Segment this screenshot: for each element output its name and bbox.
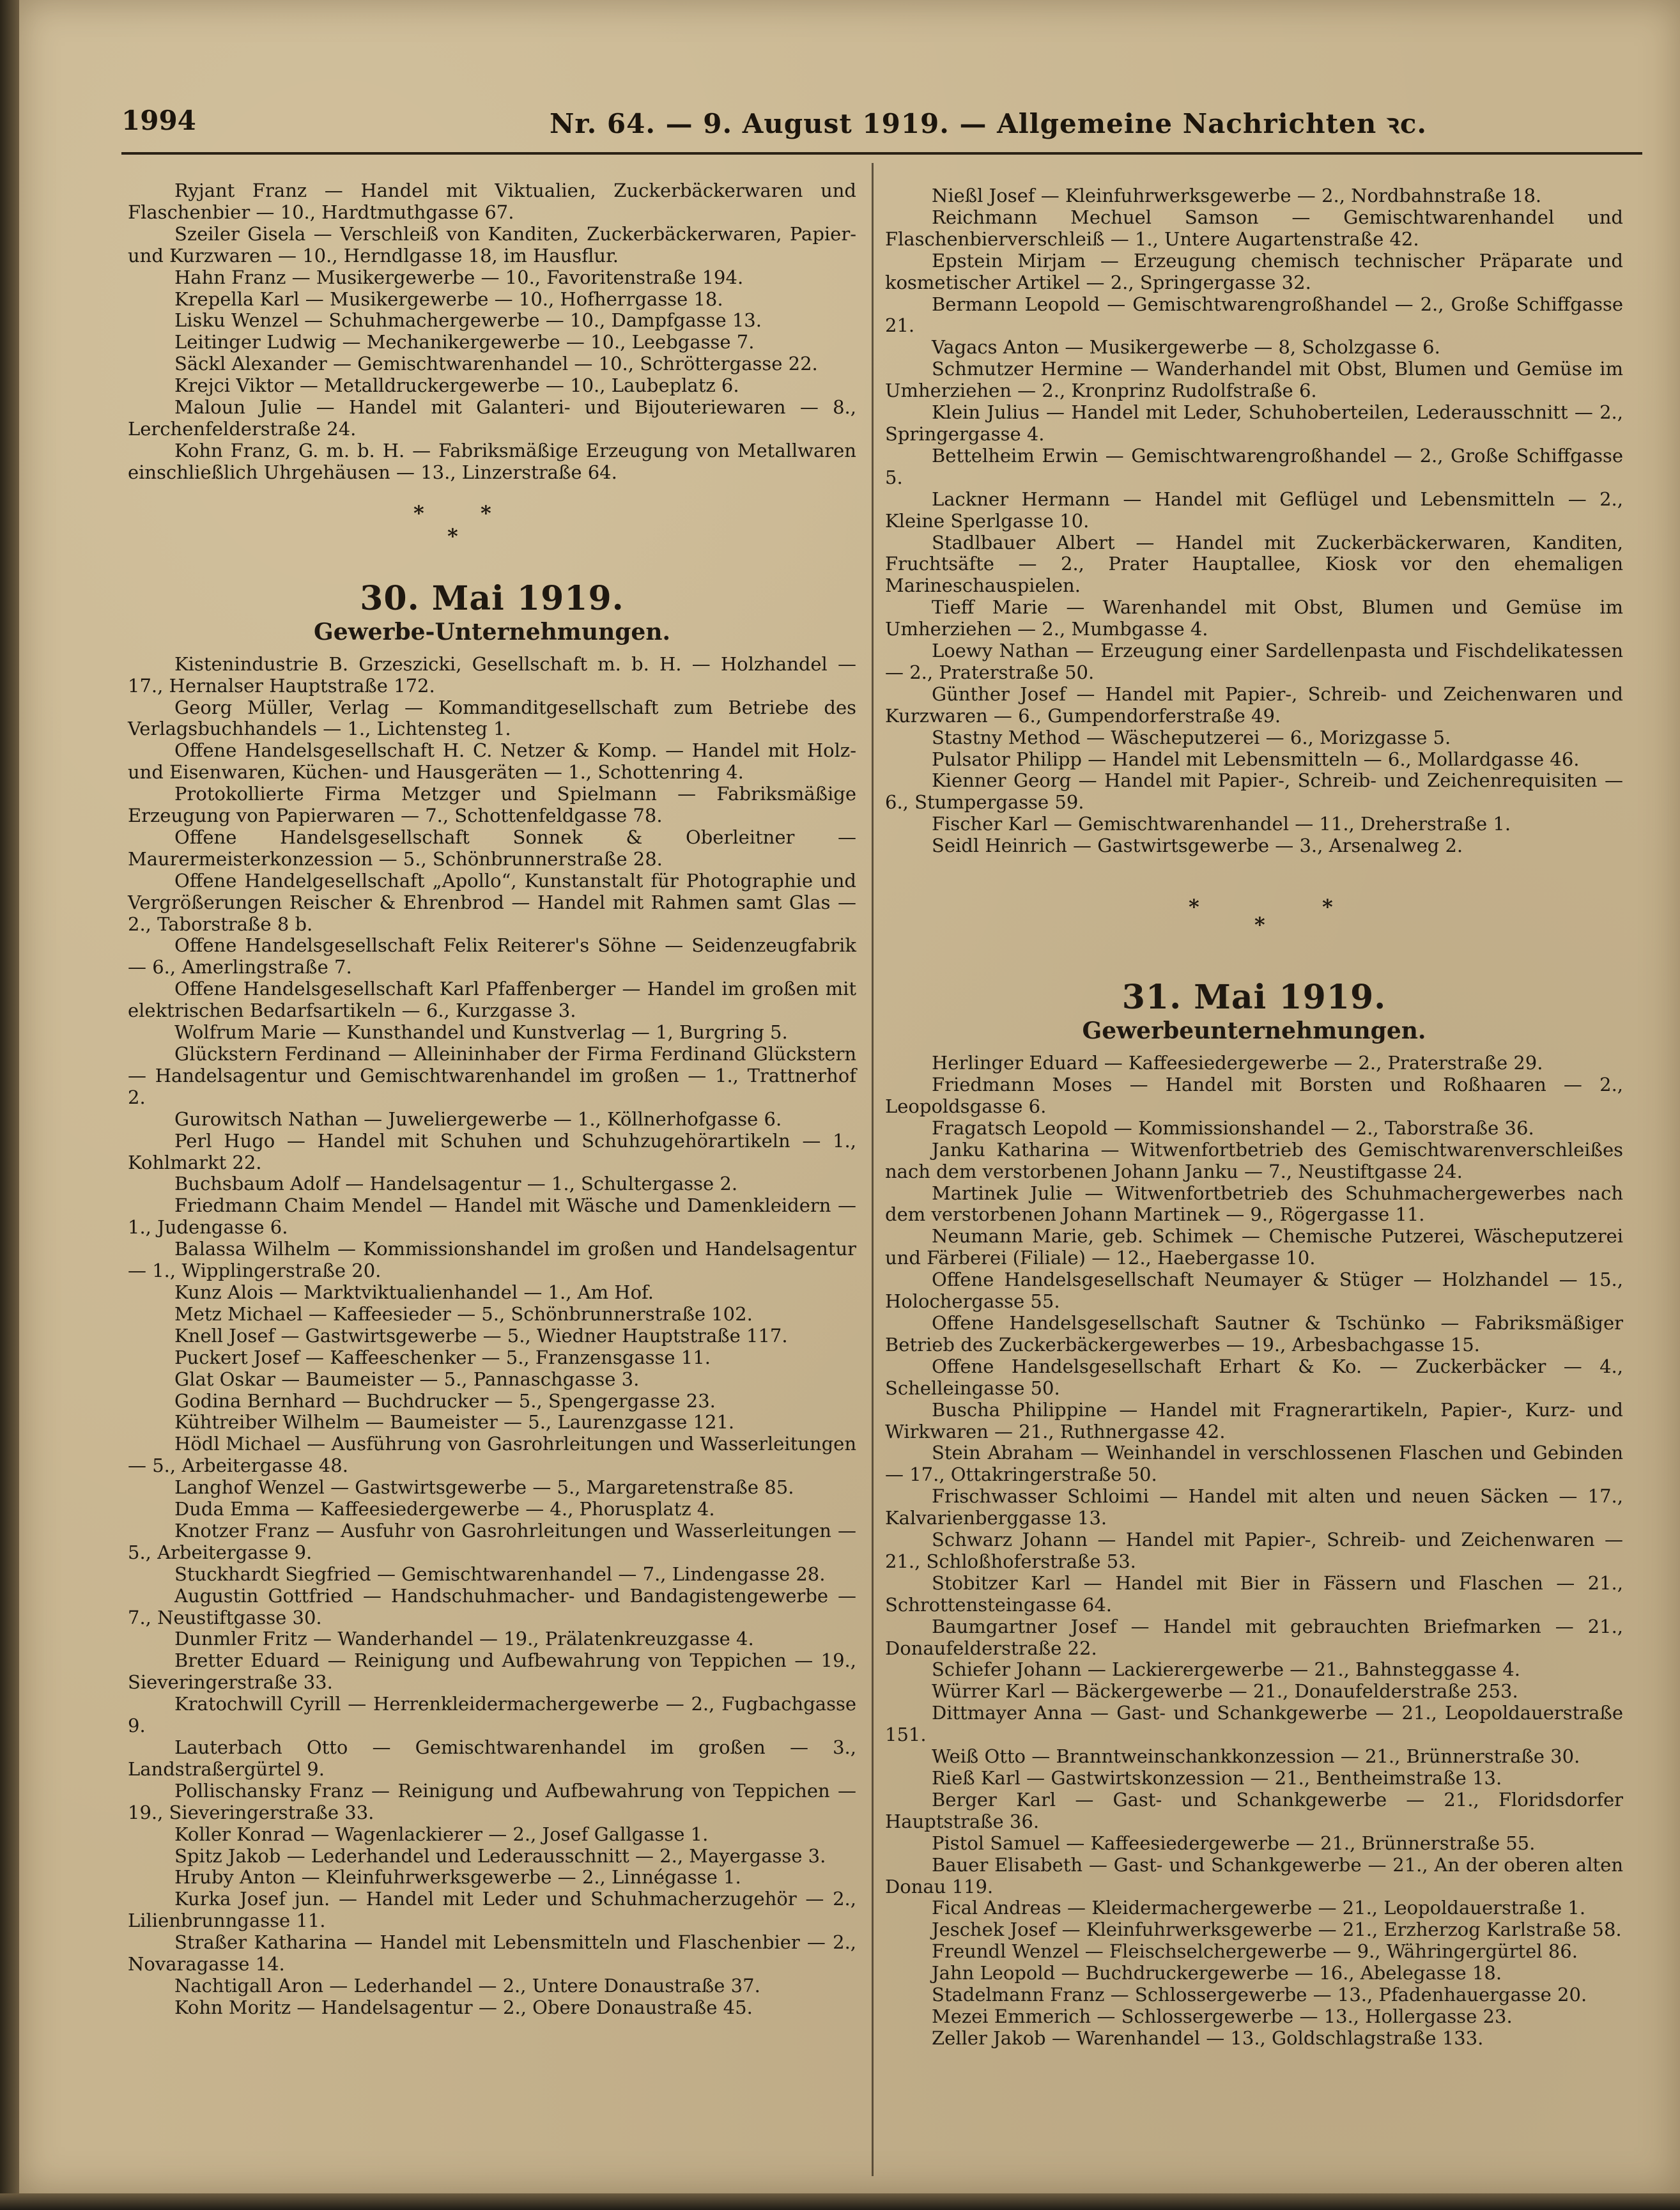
registry-entry: Herlinger Eduard — Kaffeesiedergewerbe — 2., Praterstraße 29. xyxy=(932,1052,1543,1074)
section-date-heading: 30. Mai 1919. xyxy=(360,578,624,618)
registry-entry: Glückstern Ferdinand — Alleininhaber der Firma Ferdinand Glückstern — Handelsagentur und Gemischtwarenhandel im großen — 1., Trattnerhof 2. xyxy=(128,1043,856,1108)
registry-entry: Würrer Karl — Bäckergewerbe — 21., Donaufelderstraße 253. xyxy=(932,1680,1518,1703)
registry-entry: Krepella Karl — Musikergewerbe — 10., Hofherrgasse 18. xyxy=(174,288,723,310)
registry-entry: Straßer Katharina — Handel mit Lebensmitteln und Flaschenbier — 2., Novaragasse 14. xyxy=(128,1931,856,1975)
right-top-entries xyxy=(885,185,1623,857)
page-header xyxy=(121,102,1642,147)
registry-entry: Offene Handelsgesellschaft Neumayer & Stüger — Holzhandel — 15., Holochergasse 55. xyxy=(885,1269,1623,1313)
registry-entry: Nießl Josef — Kleinfuhrwerksgewerbe — 2., Nordbahnstraße 18. xyxy=(932,185,1542,206)
registry-entry: Koller Konrad — Wagenlackierer — 2., Josef Gallgasse 1. xyxy=(174,1823,709,1845)
registry-entry: Leitinger Ludwig — Mechanikergewerbe — 10., Leebgasse 7. xyxy=(174,331,755,353)
registry-entry: Kienner Georg — Handel mit Papier-, Schreib- und Zeichenrequisiten — 6., Stumpergasse 59. xyxy=(885,769,1623,814)
registry-entry: Balassa Wilhelm — Kommissionshandel im großen und Handelsagentur — 1., Wipplingerstraße 20. xyxy=(128,1238,856,1282)
asterism-divider: * * * xyxy=(1189,895,1333,938)
registry-entry: Maloun Julie — Handel mit Galanteri- und Bijouteriewaren — 8., Lerchenfelderstraße 24. xyxy=(128,396,856,440)
left-column xyxy=(128,180,856,2019)
registry-entry: Fragatsch Leopold — Kommissionshandel — 2., Taborstraße 36. xyxy=(932,1117,1534,1139)
registry-entry: Gurowitsch Nathan — Juweliergewerbe — 1., Köllnerhofgasse 6. xyxy=(174,1108,782,1130)
registry-entry: Kurka Josef jun. — Handel mit Leder und Schuhmacherzugehör — 2., Lilienbrunngasse 11. xyxy=(128,1888,856,1932)
header-rule xyxy=(121,152,1642,155)
registry-entry: Vagacs Anton — Musikergewerbe — 8, Scholzgasse 6. xyxy=(932,336,1440,359)
page-number: 1994 xyxy=(121,105,196,136)
registry-entry: Offene Handelsgesellschaft Sonnek & Oberleitner — Maurermeisterkonzession — 5., Schönbrunnerstraße 28. xyxy=(128,826,856,870)
registry-entry: Friedmann Moses — Handel mit Borsten und Roßhaaren — 2., Leopoldsgasse 6. xyxy=(885,1074,1623,1117)
registry-entry: Bauer Elisabeth — Gast- und Schankgewerbe — 21., An der oberen alten Donau 119. xyxy=(885,1853,1623,1897)
registry-entry: Frischwasser Schloimi — Handel mit alten und neuen Säcken — 17., Kalvarienberggasse 13. xyxy=(885,1485,1623,1529)
registry-entry: Hahn Franz — Musikergewerbe — 10., Favoritenstraße 194. xyxy=(174,266,744,288)
registry-entry: Janku Katharina — Witwenfortbetrieb des Gemischtwarenverschleißes nach dem verstorbenen Johann Janku — 7., Neustiftgasse 24. xyxy=(885,1138,1623,1182)
registry-entry: Kohn Franz, G. m. b. H. — Fabriksmäßige Erzeugung von Metallwaren einschließlich Uhrgehäusen — 13., Linzerstraße 64. xyxy=(128,439,856,483)
registry-entry: Kratochwill Cyrill — Herrenkleidermachergewerbe — 2., Fugbachgasse 9. xyxy=(128,1693,856,1737)
registry-entry: Pollischansky Franz — Reinigung und Aufbewahrung von Teppichen — 19., Sieveringerstraße 33. xyxy=(128,1779,856,1823)
registry-entry: Dunmler Fritz — Wanderhandel — 19., Prälatenkreuzgasse 4. xyxy=(174,1628,754,1650)
left-top-entries xyxy=(128,180,856,484)
registry-entry: Hödl Michael — Ausführung von Gasrohrleitungen und Wasserleitungen — 5., Arbeitergasse 48. xyxy=(128,1433,856,1477)
registry-entry: Stadelmann Franz — Schlossergewerbe — 13., Pfadenhauergasse 20. xyxy=(932,1984,1587,2006)
registry-entry: Berger Karl — Gast- und Schankgewerbe — 21., Floridsdorfer Hauptstraße 36. xyxy=(885,1788,1623,1832)
registry-entry: Epstein Mirjam — Erzeugung chemisch technischer Präparate und kosmetischer Artikel — 2., Springergasse 32. xyxy=(885,249,1623,293)
registry-entry: Offene Handelsgesellschaft H. C. Netzer & Komp. — Handel mit Holz- und Eisenwaren, Küchen- und Hausgeräten — 1., Schottenring 4. xyxy=(128,739,856,784)
registry-entry: Metz Michael — Kaffeesieder — 5., Schönbrunnerstraße 102. xyxy=(174,1302,753,1325)
registry-entry: Offene Handelsgesellschaft Erhart & Ko. — Zuckerbäcker — 4., Schelleingasse 50. xyxy=(885,1355,1623,1399)
registry-entry: Friedmann Chaim Mendel — Handel mit Wäsche und Damenkleidern — 1., Judengasse 6. xyxy=(128,1194,856,1239)
registry-entry: Fical Andreas — Kleidermachergewerbe — 21., Leopoldauerstraße 1. xyxy=(932,1897,1586,1919)
registry-entry: Neumann Marie, geb. Schimek — Chemische Putzerei, Wäscheputzerei und Färberei (Filiale) — 12., Haebergasse 10. xyxy=(885,1225,1623,1269)
registry-entry: Lisku Wenzel — Schuhmachergewerbe — 10., Dampfgasse 13. xyxy=(174,309,762,332)
registry-entry: Kunz Alois — Marktviktualienhandel — 1., Am Hof. xyxy=(174,1281,654,1303)
registry-entry: Tieff Marie — Warenhandel mit Obst, Blumen und Gemüse im Umherziehen — 2., Mumbgasse 4. xyxy=(885,596,1623,640)
registry-entry: Bettelheim Erwin — Gemischtwarengroßhandel — 2., Große Schiffgasse 5. xyxy=(885,444,1623,488)
registry-entry: Offene Handelsgesellschaft Sautner & Tschünko — Fabriksmäßiger Betrieb des Zuckerbäckergewerbes — 19., Arbesbachgasse 15. xyxy=(885,1311,1623,1356)
registry-entry: Langhof Wenzel — Gastwirtsgewerbe — 5., Margaretenstraße 85. xyxy=(174,1476,794,1499)
registry-entry: Krejci Viktor — Metalldruckergewerbe — 10., Laubeplatz 6. xyxy=(174,375,739,397)
registry-entry: Nachtigall Aron — Lederhandel — 2., Untere Donaustraße 37. xyxy=(174,1974,760,1997)
registry-entry: Weiß Otto — Branntweinschankkonzession — 21., Brünnerstraße 30. xyxy=(932,1745,1580,1768)
registry-entry: Pistol Samuel — Kaffeesiedergewerbe — 21., Brünnerstraße 55. xyxy=(932,1832,1536,1854)
registry-entry: Martinek Julie — Witwenfortbetrieb des Schuhmachergewerbes nach dem verstorbenen Johann Martinek — 9., Rögergasse 11. xyxy=(885,1182,1623,1226)
column-divider xyxy=(872,163,874,2176)
asterism-divider: * * * xyxy=(413,500,491,548)
registry-entry: Offene Handelsgesellschaft Felix Reiterer's Söhne — Seidenzeugfabrik — 6., Amerlingstraße 7. xyxy=(128,934,856,978)
registry-entry: Freundl Wenzel — Fleischselchergewerbe — 9., Währingergürtel 86. xyxy=(932,1940,1578,1963)
registry-entry: Seidl Heinrich — Gastwirtsgewerbe — 3., Arsenalweg 2. xyxy=(932,835,1463,857)
registry-entry: Georg Müller, Verlag — Kommanditgesellschaft zum Betriebe des Verlagsbuchhandels — 1., Lichtensteg 1. xyxy=(128,696,856,740)
registry-entry: Säckl Alexander — Gemischtwarenhandel — 10., Schröttergasse 22. xyxy=(174,353,818,375)
registry-entry: Schmutzer Hermine — Wanderhandel mit Obst, Blumen und Gemüse im Umherziehen — 2., Kronprinz Rudolfstraße 6. xyxy=(885,358,1623,402)
registry-entry: Pulsator Philipp — Handel mit Lebensmitteln — 6., Mollardgasse 46. xyxy=(932,748,1580,770)
registry-entry: Lackner Hermann — Handel mit Geflügel und Lebensmitteln — 2., Kleine Sperlgasse 10. xyxy=(885,488,1623,532)
right-column xyxy=(885,185,1623,2050)
registry-entry: Dittmayer Anna — Gast- und Schankgewerbe — 21., Leopoldauerstraße 151. xyxy=(885,1702,1623,1746)
left-section-entries xyxy=(128,654,856,2019)
registry-entry: Schwarz Johann — Handel mit Papier-, Schreib- und Zeichenwaren — 21., Schloßhoferstraße 53. xyxy=(885,1529,1623,1572)
section-heading: Gewerbeunternehmungen. xyxy=(1082,1017,1426,1045)
registry-entry: Augustin Gottfried — Handschuhmacher- und Bandagistengewerbe — 7., Neustiftgasse 30. xyxy=(128,1584,856,1628)
scan-edge-left xyxy=(0,0,19,2210)
registry-entry: Protokollierte Firma Metzger und Spielmann — Fabriksmäßige Erzeugung von Papierwaren — 7., Schottenfeldgasse 78. xyxy=(128,783,856,827)
registry-entry: Puckert Josef — Kaffeeschenker — 5., Franzensgasse 11. xyxy=(174,1346,711,1368)
registry-entry: Buchsbaum Adolf — Handelsagentur — 1., Schultergasse 2. xyxy=(174,1173,738,1195)
registry-entry: Kistenindustrie B. Grzeszicki, Gesellschaft m. b. H. — Holzhandel — 17., Hernalser Hauptstraße 172. xyxy=(128,653,856,697)
registry-entry: Glat Oskar — Baumeister — 5., Pannaschgasse 3. xyxy=(174,1368,640,1390)
registry-entry: Zeller Jakob — Warenhandel — 13., Goldschlagstraße 133. xyxy=(932,2027,1484,2049)
registry-entry: Jahn Leopold — Buchdruckergewerbe — 16., Abelegasse 18. xyxy=(932,1962,1502,1984)
registry-entry: Stobitzer Karl — Handel mit Bier in Fässern und Flaschen — 21., Schrottensteingasse 64. xyxy=(885,1572,1623,1616)
right-section-entries xyxy=(885,1053,1623,2050)
section-heading: Gewerbe-Unternehmungen. xyxy=(313,618,671,645)
registry-entry: Stadlbauer Albert — Handel mit Zuckerbäckerwaren, Kanditen, Fruchtsäfte — 2., Prater Hauptallee, Kiosk vor den ehemaligen Marineschauspielen. xyxy=(885,531,1623,597)
registry-entry: Wolfrum Marie — Kunsthandel und Kunstverlag — 1, Burgring 5. xyxy=(174,1021,788,1044)
registry-entry: Spitz Jakob — Lederhandel und Lederausschnitt — 2., Mayergasse 3. xyxy=(174,1844,826,1867)
registry-entry: Baumgartner Josef — Handel mit gebrauchten Briefmarken — 21., Donaufelderstraße 22. xyxy=(885,1615,1623,1659)
registry-entry: Buscha Philippine — Handel mit Fragnerartikeln, Papier-, Kurz- und Wirkwaren — 21., Ruthnergasse 42. xyxy=(885,1398,1623,1442)
registry-entry: Duda Emma — Kaffeesiedergewerbe — 4., Phorusplatz 4. xyxy=(174,1498,715,1520)
registry-entry: Perl Hugo — Handel mit Schuhen und Schuhzugehörartikeln — 1., Kohlmarkt 22. xyxy=(128,1129,856,1173)
registry-entry: Stein Abraham — Weinhandel in verschlossenen Flaschen und Gebinden — 17., Ottakringerstraße 50. xyxy=(885,1442,1623,1486)
registry-entry: Fischer Karl — Gemischtwarenhandel — 11., Dreherstraße 1. xyxy=(932,813,1511,835)
page-header-title: Nr. 64. — 9. August 1919. — Allgemeine Nachrichten ꝛc. xyxy=(550,108,1428,139)
registry-entry: Hruby Anton — Kleinfuhrwerksgewerbe — 2., Linnégasse 1. xyxy=(174,1866,741,1889)
registry-entry: Szeiler Gisela — Verschleiß von Kanditen, Zuckerbäckerwaren, Papier- und Kurzwaren — 10., Herndlgasse 18, im Hausflur. xyxy=(128,222,856,267)
registry-entry: Stuckhardt Siegfried — Gemischtwarenhandel — 7., Lindengasse 28. xyxy=(174,1563,826,1585)
registry-entry: Mezei Emmerich — Schlossergewerbe — 13., Hollergasse 23. xyxy=(932,2005,1513,2027)
registry-entry: Günther Josef — Handel mit Papier-, Schreib- und Zeichenwaren und Kurzwaren — 6., Gumpendorferstraße 49. xyxy=(885,683,1623,727)
registry-entry: Jeschek Josef — Kleinfuhrwerksgewerbe — 21., Erzherzog Karlstraße 58. xyxy=(932,1919,1622,1941)
registry-entry: Kühtreiber Wilhelm — Baumeister — 5., Laurenzgasse 121. xyxy=(174,1411,735,1433)
registry-entry: Klein Julius — Handel mit Leder, Schuhoberteilen, Lederausschnitt — 2., Springergasse 4. xyxy=(885,401,1623,445)
registry-entry: Offene Handelsgesellschaft Karl Pfaffenberger — Handel im großen mit elektrischen Bedarfsartikeln — 6., Kurzgasse 3. xyxy=(128,978,856,1022)
registry-entry: Kohn Moritz — Handelsagentur — 2., Obere Donaustraße 45. xyxy=(174,1996,753,2018)
registry-entry: Reichmann Mechuel Samson — Gemischtwarenhandel und Flaschenbierverschleiß — 1., Untere Augartenstraße 42. xyxy=(885,206,1623,250)
registry-entry: Knotzer Franz — Ausfuhr von Gasrohrleitungen und Wasserleitungen — 5., Arbeitergasse 9. xyxy=(128,1519,856,1563)
registry-entry: Bermann Leopold — Gemischtwarengroßhandel — 2., Große Schiffgasse 21. xyxy=(885,293,1623,337)
section-date-heading: 31. Mai 1919. xyxy=(1121,978,1387,1017)
registry-entry: Bretter Eduard — Reinigung und Aufbewahrung von Teppichen — 19., Sieveringerstraße 33. xyxy=(128,1650,856,1694)
registry-entry: Loewy Nathan — Erzeugung einer Sardellenpasta und Fischdelikatessen — 2., Praterstraße 50. xyxy=(885,640,1623,683)
registry-entry: Schiefer Johann — Lackierergewerbe — 21., Bahnsteggasse 4. xyxy=(932,1658,1520,1681)
registry-entry: Stastny Method — Wäscheputzerei — 6., Morizgasse 5. xyxy=(932,726,1451,748)
registry-entry: Rieß Karl — Gastwirtskonzession — 21., Bentheimstraße 13. xyxy=(932,1767,1502,1789)
registry-entry: Lauterbach Otto — Gemischtwarenhandel im großen — 3., Landstraßergürtel 9. xyxy=(128,1736,856,1780)
registry-entry: Offene Handelgesellschaft „Apollo“, Kunstanstalt für Photographie und Vergrößerungen Reischer & Ehrenbrod — Handel mit Rahmen samt Glas — 2., Taborstraße 8 b. xyxy=(128,869,856,935)
scan-edge-bottom xyxy=(0,2193,1680,2210)
registry-entry: Knell Josef — Gastwirtsgewerbe — 5., Wiedner Hauptstraße 117. xyxy=(174,1324,788,1347)
registry-entry: Ryjant Franz — Handel mit Viktualien, Zuckerbäckerwaren und Flaschenbier — 10., Hardtmuthgasse 67. xyxy=(128,180,856,223)
registry-entry: Godina Bernhard — Buchdrucker — 5., Spengergasse 23. xyxy=(174,1389,716,1412)
